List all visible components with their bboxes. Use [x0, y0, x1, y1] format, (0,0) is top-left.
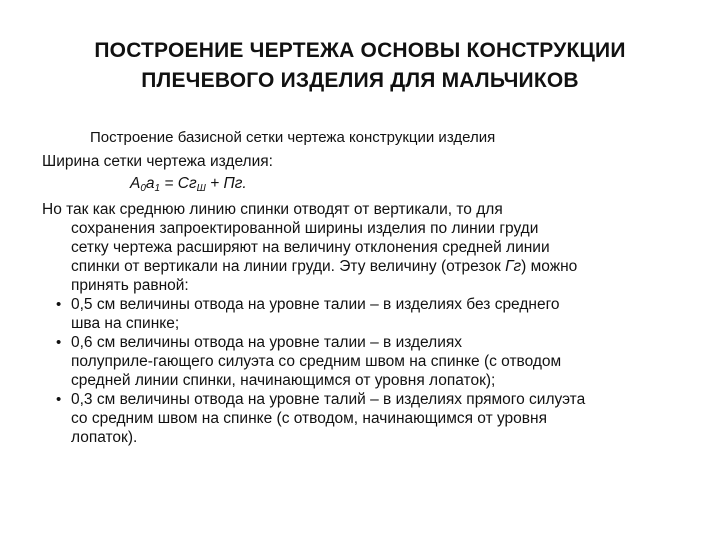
formula-sub1: 1	[154, 183, 161, 194]
bullet-icon: •	[56, 334, 62, 351]
list-item-line: полуприле-гающего силуэта со средним швом на спинке (с отводом	[71, 353, 562, 370]
list-item-line: шва на спинке;	[71, 315, 180, 332]
list-item-line: 0,6 см величины отвода на уровне талии – в изделиях	[71, 334, 462, 351]
list-item-line: 0,3 см величины отвода на уровне талий – в изделиях прямого силуэта	[71, 391, 586, 408]
title-line-1: ПОСТРОЕНИЕ ЧЕРТЕЖА ОСНОВЫ КОНСТРУКЦИИ	[94, 39, 626, 62]
paragraph-text: ) можно	[521, 258, 578, 275]
list-item-line: со средним швом на спинке (с отводом, начинающимся от уровня	[71, 410, 547, 427]
list-item-line: лопаток).	[71, 429, 138, 446]
list-item-line: средней линии спинки, начинающимся от уровня лопаток);	[71, 372, 496, 389]
bullet-icon: •	[56, 391, 62, 408]
formula-sub-sh: Ш	[196, 183, 206, 194]
bullet-icon: •	[56, 296, 62, 313]
segment-label: Гг	[505, 258, 522, 275]
paragraph-text: спинки от вертикали на линии груди. Эту величину (отрезок	[71, 258, 506, 275]
formula-sub0: 0	[140, 183, 146, 194]
explanation-paragraph	[42, 200, 692, 295]
paragraph-line: сетку чертежа расширяют на величину отклонения средней линии	[71, 239, 550, 256]
paragraph-line: Но так как среднюю линию спинки отводят от вертикали, то для	[42, 201, 503, 218]
formula-eq: = Сг	[160, 175, 197, 192]
paragraph-line: принять равной:	[71, 277, 189, 294]
formula	[42, 174, 692, 198]
title-line-2: ПЛЕЧЕВОГО ИЗДЕЛИЯ ДЛЯ МАЛЬЧИКОВ	[141, 69, 579, 92]
list-item	[42, 295, 692, 333]
formula-b: а	[145, 175, 155, 192]
formula-rest: + Пг.	[205, 175, 247, 192]
list-item	[42, 390, 692, 447]
list-item	[42, 333, 692, 390]
body-text	[42, 152, 692, 447]
paragraph-line: сохранения запроектированной ширины изделия по линии груди	[71, 220, 539, 237]
formula-a: А	[130, 175, 141, 192]
section-subtitle: Построение базисной сетки чертежа конструкции изделия	[90, 129, 496, 146]
list-item-line: 0,5 см величины отвода на уровне талии – в изделиях без среднего	[71, 296, 560, 313]
page-title	[40, 36, 680, 96]
width-label: Ширина сетки чертежа изделия:	[42, 153, 273, 170]
paragraph-line	[42, 257, 692, 276]
